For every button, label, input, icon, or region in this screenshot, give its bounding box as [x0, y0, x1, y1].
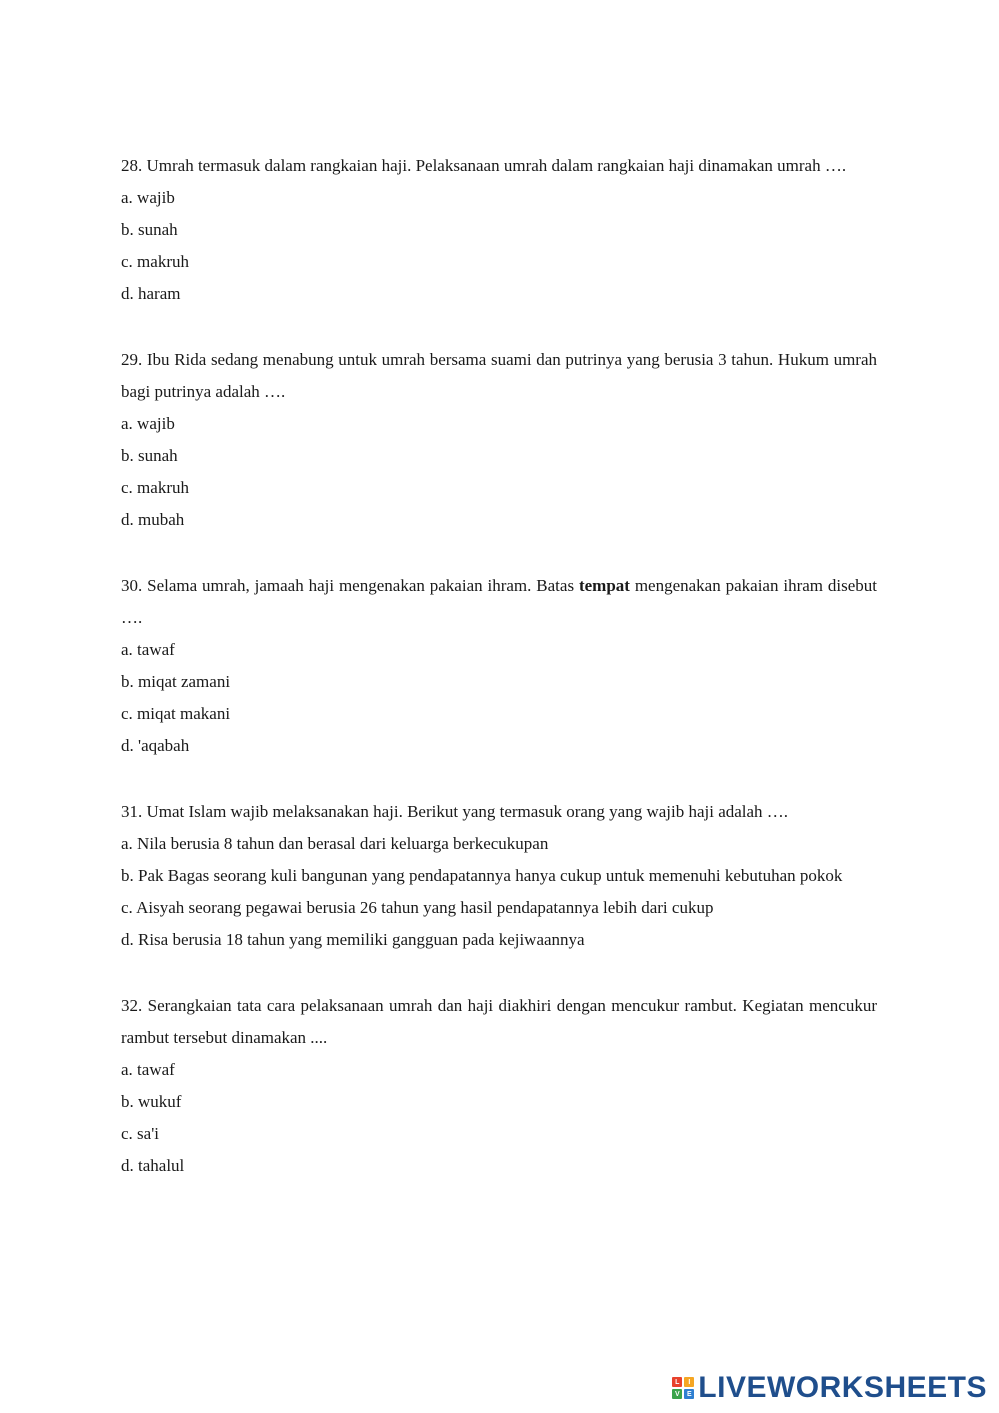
option-a[interactable]: a. Nila berusia 8 tahun dan berasal dari keluarga berkecukupan: [121, 834, 549, 853]
option-a[interactable]: a. wajib: [121, 188, 175, 207]
option-d[interactable]: d. Risa berusia 18 tahun yang memiliki gangguan pada kejiwaannya: [121, 930, 585, 949]
option-b[interactable]: b. miqat zamani: [121, 672, 231, 691]
logo-letter-v: V: [672, 1389, 682, 1399]
question-31: [121, 796, 877, 956]
option-b[interactable]: b. sunah: [121, 446, 178, 465]
option-b[interactable]: b. wukuf: [121, 1092, 182, 1111]
worksheet-page: [121, 150, 877, 1216]
logo-letter-e: E: [684, 1389, 694, 1399]
option-c[interactable]: c. sa'i: [121, 1124, 159, 1143]
option-a[interactable]: a. wajib: [121, 414, 175, 433]
question-32: [121, 990, 877, 1182]
liveworksheets-logo: [672, 1371, 987, 1405]
question-text-bold: tempat: [578, 576, 630, 595]
option-d[interactable]: d. mubah: [121, 510, 185, 529]
question-29: [121, 344, 877, 536]
option-c[interactable]: c. makruh: [121, 478, 189, 497]
logo-letter-i: I: [684, 1377, 694, 1387]
option-a[interactable]: a. tawaf: [121, 640, 175, 659]
option-d[interactable]: d. 'aqabah: [121, 736, 190, 755]
option-c[interactable]: c. miqat makani: [121, 704, 231, 723]
question-text: 32. Serangkaian tata cara pelaksanaan umrah dan haji diakhiri dengan mencukur rambut. Kegiatan mencukur rambut tersebut dinamakan ....: [121, 996, 877, 1047]
option-c[interactable]: c. Aisyah seorang pegawai berusia 26 tahun yang hasil pendapatannya lebih dari cukup: [121, 898, 714, 917]
question-28: [121, 150, 877, 310]
question-text: 31. Umat Islam wajib melaksanakan haji. Berikut yang termasuk orang yang wajib haji adalah ….: [121, 802, 789, 821]
question-text-part-1: 30. Selama umrah, jamaah haji mengenakan pakaian ihram. Batas: [121, 576, 579, 595]
question-30: [121, 570, 877, 762]
question-text-part-2: mengenakan pakaian ihram disebut ….: [121, 576, 878, 627]
option-a[interactable]: a. tawaf: [121, 1060, 175, 1079]
option-d[interactable]: d. haram: [121, 284, 181, 303]
logo-text: LIVEWORKSHEETS: [698, 1371, 987, 1404]
option-d[interactable]: d. tahalul: [121, 1156, 185, 1175]
option-b[interactable]: b. sunah: [121, 220, 178, 239]
logo-icon: [672, 1377, 694, 1399]
option-c[interactable]: c. makruh: [121, 252, 189, 271]
option-b[interactable]: b. Pak Bagas seorang kuli bangunan yang pendapatannya hanya cukup untuk memenuhi kebutuhan pokok: [121, 866, 843, 885]
logo-letter-l: L: [672, 1377, 682, 1387]
question-text: 29. Ibu Rida sedang menabung untuk umrah bersama suami dan putrinya yang berusia 3 tahun. Hukum umrah bagi putrinya adalah ….: [121, 350, 877, 401]
question-text: [121, 570, 877, 634]
question-text: 28. Umrah termasuk dalam rangkaian haji. Pelaksanaan umrah dalam rangkaian haji dinamakan umrah ….: [121, 156, 847, 175]
